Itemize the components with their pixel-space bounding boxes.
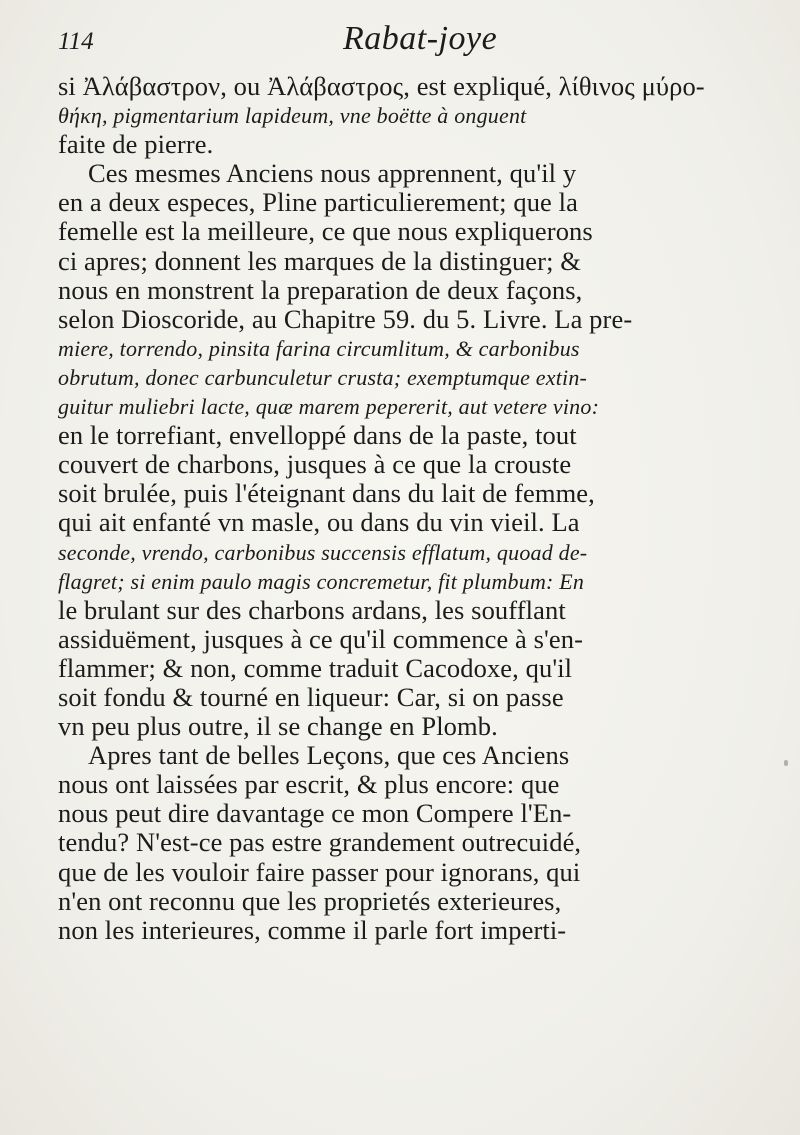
text-line: soit fondu & tourné en liqueur: Car, si on passe <box>58 682 564 712</box>
page-header <box>58 20 748 60</box>
text-line: nous ont laissées par escrit, & plus encore: que <box>58 770 560 800</box>
text-line: n'en ont reconnu que les proprietés exterieures, <box>58 886 562 916</box>
latin-quote-line: miere, torrendo, pinsita farina circumlitum, & carbonibus <box>58 335 580 361</box>
latin-quote-line: flagret; si enim paulo magis concremetur, fit plumbum: En <box>58 568 585 594</box>
text-line: qui ait enfanté vn masle, ou dans du vin vieil. La <box>58 508 580 538</box>
text-line: assiduëment, jusques à ce qu'il commence à s'en- <box>58 624 584 654</box>
text-line: flammer; & non, comme traduit Cacodoxe, qu'il <box>58 653 573 683</box>
text-line: que de les vouloir faire passer pour ignorans, qui <box>58 857 581 887</box>
text-line: nous peut dire davantage ce mon Compere l'En- <box>58 799 572 829</box>
text-line: tendu? N'est-ce pas estre grandement outrecuidé, <box>58 828 582 858</box>
ink-smudge <box>784 760 788 766</box>
paragraph-start-line: Ces mesmes Anciens nous apprennent, qu'il y <box>88 159 577 189</box>
text-line: en le torrefiant, envelloppé dans de la paste, tout <box>58 421 577 451</box>
text-line: θήκη, pigmentarium lapideum, vne boëtte à onguent <box>58 103 527 129</box>
text-line: si Ἀλάβαστρον, ou Ἀλάβαστρος, est expliqué, λίθινος μύρο- <box>58 72 705 101</box>
page-number: 114 <box>58 28 94 55</box>
text-line: soit brulée, puis l'éteignant dans du lait de femme, <box>58 479 595 509</box>
text-line: non les interieures, comme il parle fort imperti- <box>58 915 567 945</box>
body-text <box>58 72 768 945</box>
text-line: selon Dioscoride, au Chapitre 59. du 5. Livre. La pre- <box>58 304 633 334</box>
latin-quote-line: obrutum, donec carbunculetur crusta; exemptumque extin- <box>58 364 588 390</box>
text-line: femelle est la meilleure, ce que nous expliquerons <box>58 217 593 247</box>
text-line: en a deux especes, Pline particulierement; que la <box>58 188 578 218</box>
text-line: couvert de charbons, jusques à ce que la crouste <box>58 450 572 480</box>
text-line: faite de pierre. <box>58 130 214 160</box>
text-line: nous en monstrent la preparation de deux façons, <box>58 275 583 305</box>
running-head: Rabat-joye <box>343 20 498 57</box>
text-line: vn peu plus outre, il se change en Plomb. <box>58 712 498 742</box>
paragraph-start-line: Apres tant de belles Leçons, que ces Anciens <box>88 741 570 771</box>
latin-quote-line: guitur muliebri lacte, quæ marem pepererit, aut vetere vino: <box>58 394 600 420</box>
text-line: ci apres; donnent les marques de la distinguer; & <box>58 246 581 276</box>
text-line: le brulant sur des charbons ardans, les soufflant <box>58 595 566 625</box>
latin-quote-line: seconde, vrendo, carbonibus succensis efflatum, quoad de- <box>58 539 588 565</box>
